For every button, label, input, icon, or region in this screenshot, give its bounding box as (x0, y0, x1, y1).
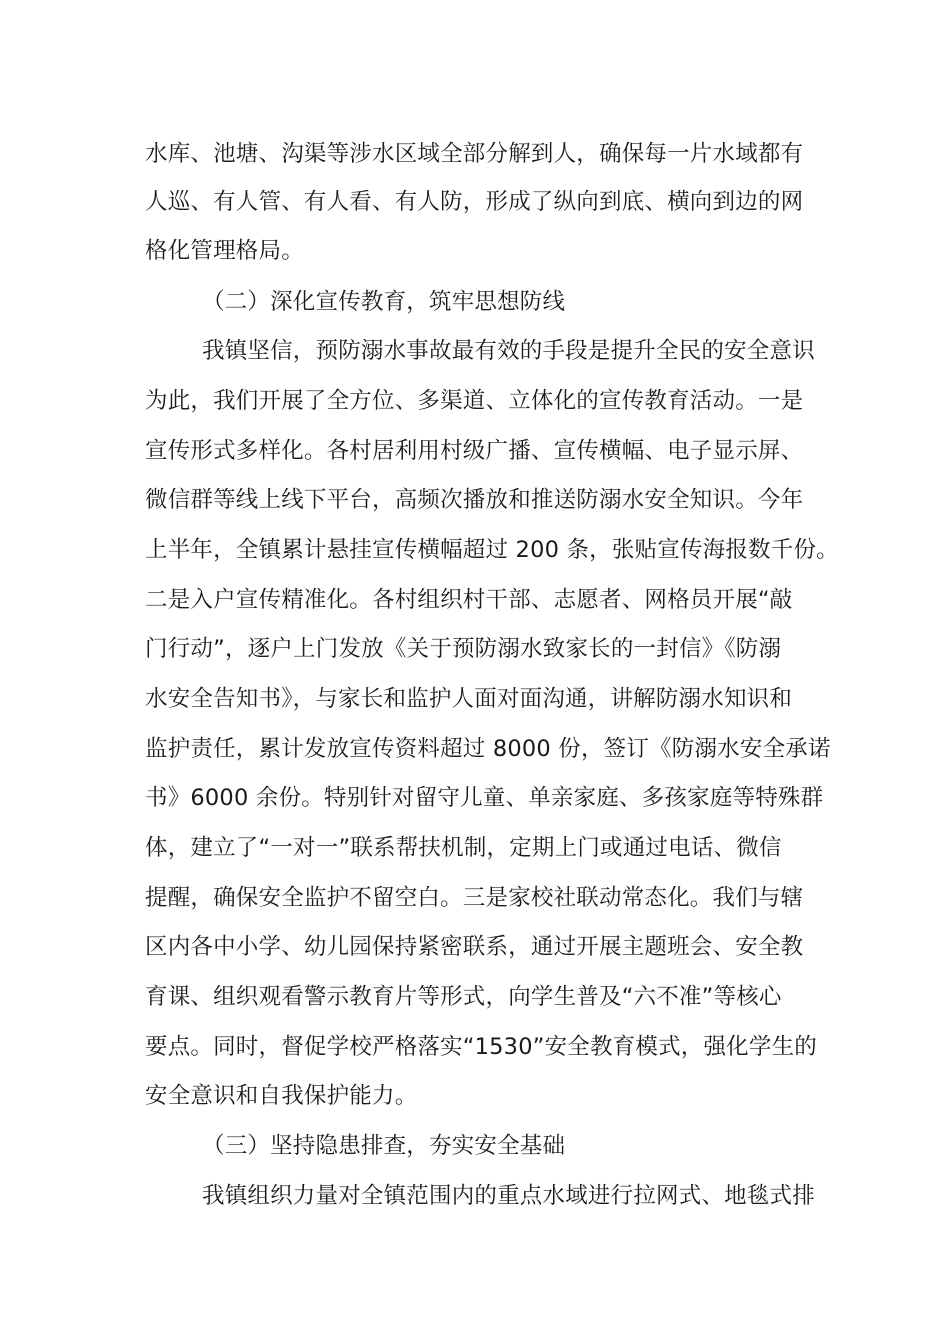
paragraph-line: 育课、组织观看警示教育片等形式，向学生普及“六不准”等核心 (145, 984, 782, 1010)
paragraph-line: 监护责任，累计发放宣传资料超过 8000 份，签订《防溺水安全承诺 (145, 736, 831, 762)
paragraph-line: 微信群等线上线下平台，高频次播放和推送防溺水安全知识。今年 (145, 487, 804, 513)
paragraph-line: 书》6000 余份。特别针对留守儿童、单亲家庭、多孩家庭等特殊群 (145, 785, 824, 811)
paragraph-line: 我镇坚信，预防溺水事故最有效的手段是提升全民的安全意识 (202, 338, 815, 364)
paragraph-line: 我镇组织力量对全镇范围内的重点水域进行拉网式、地毯式排 (202, 1183, 815, 1209)
paragraph-line: 人巡、有人管、有人看、有人防，形成了纵向到底、横向到边的网 (145, 189, 804, 215)
paragraph-line: 提醒，确保安全监护不留空白。三是家校社联动常态化。我们与辖 (145, 885, 804, 911)
paragraph-line: 上半年，全镇累计悬挂宣传横幅超过 200 条，张贴宣传海报数千份。 (145, 537, 839, 563)
paragraph-line: 水安全告知书》，与家长和监护人面对面沟通，讲解防溺水知识和 (145, 686, 793, 712)
section-heading: （三）坚持隐患排查，夯实安全基础 (202, 1133, 566, 1159)
paragraph-line: 安全意识和自我保护能力。 (145, 1083, 418, 1109)
paragraph-line: 二是入户宣传精准化。各村组织村干部、志愿者、网格员开展“敲 (145, 587, 793, 613)
paragraph-line: 区内各中小学、幼儿园保持紧密联系，通过开展主题班会、安全教 (145, 934, 804, 960)
paragraph-line: 体，建立了“一对一”联系帮扶机制，定期上门或通过电话、微信 (145, 835, 782, 861)
paragraph-line: 宣传形式多样化。各村居利用村级广播、宣传横幅、电子显示屏、 (145, 438, 804, 464)
paragraph-line: 为此，我们开展了全方位、多渠道、立体化的宣传教育活动。一是 (145, 388, 804, 414)
paragraph-line: 格化管理格局。 (145, 238, 304, 264)
paragraph-line: 门行动”，逐户上门发放《关于预防溺水致家长的一封信》《防溺 (145, 636, 782, 662)
paragraph-line: 水库、池塘、沟渠等涉水区域全部分解到人，确保每一片水域都有 (145, 141, 804, 167)
section-heading: （二）深化宣传教育，筑牢思想防线 (202, 289, 566, 315)
paragraph-line: 要点。同时，督促学校严格落实“1530”安全教育模式，强化学生的 (145, 1034, 817, 1060)
